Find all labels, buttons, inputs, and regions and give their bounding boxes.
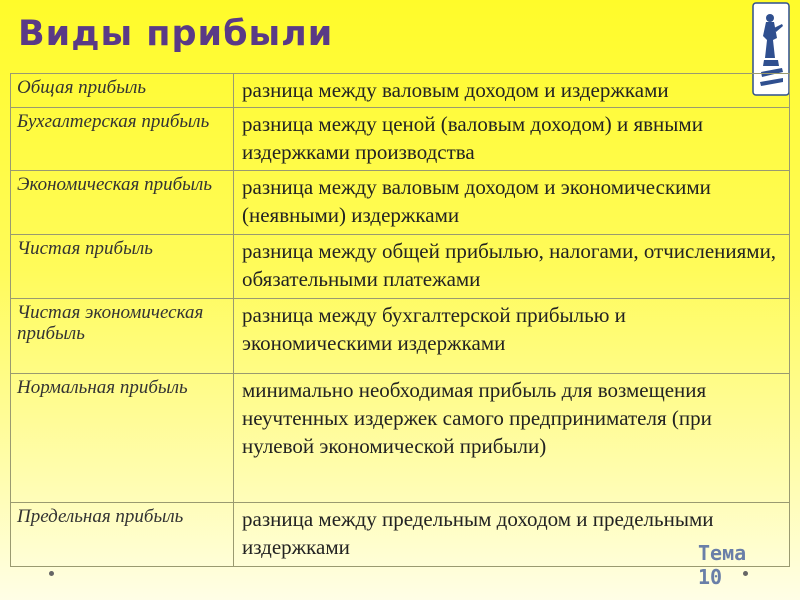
- definition-cell: разница между бухгалтерской прибылью и экономическими издержками: [234, 299, 790, 374]
- topic-number: 10: [698, 565, 723, 589]
- term-cell: Чистая экономическая прибыль: [11, 299, 234, 374]
- decorative-dot-right: [743, 571, 748, 576]
- table-row: [11, 74, 790, 108]
- term-cell: Экономическая прибыль: [11, 171, 234, 235]
- page-title: Виды прибыли: [18, 14, 334, 54]
- table-row: [11, 235, 790, 299]
- table-row: [11, 171, 790, 235]
- profit-types-table: [10, 73, 790, 567]
- definition-cell: разница между общей прибылью, налогами, отчислениями, обязательными платежами: [234, 235, 790, 299]
- table-row: [11, 374, 790, 503]
- table-row: [11, 108, 790, 171]
- table-row: [11, 503, 790, 567]
- term-cell: Бухгалтерская прибыль: [11, 108, 234, 171]
- term-cell: Нормальная прибыль: [11, 374, 234, 503]
- topic-word: Тема: [698, 541, 747, 565]
- term-cell: Общая прибыль: [11, 74, 234, 108]
- term-cell: Чистая прибыль: [11, 235, 234, 299]
- definition-cell: разница между ценой (валовым доходом) и явными издержками производства: [234, 108, 790, 171]
- decorative-dot-left: [49, 571, 54, 576]
- table-row: [11, 299, 790, 374]
- definition-cell: разница между валовым доходом и издержками: [234, 74, 790, 108]
- definition-cell: минимально необходимая прибыль для возмещения неучтенных издержек самого предпринимателя (при нулевой экономической прибыли): [234, 374, 790, 503]
- definition-cell: разница между предельным доходом и предельными издержками: [234, 503, 790, 567]
- topic-label: [698, 541, 746, 589]
- term-cell: Предельная прибыль: [11, 503, 234, 567]
- definition-cell: разница между валовым доходом и экономическими (неявными) издержками: [234, 171, 790, 235]
